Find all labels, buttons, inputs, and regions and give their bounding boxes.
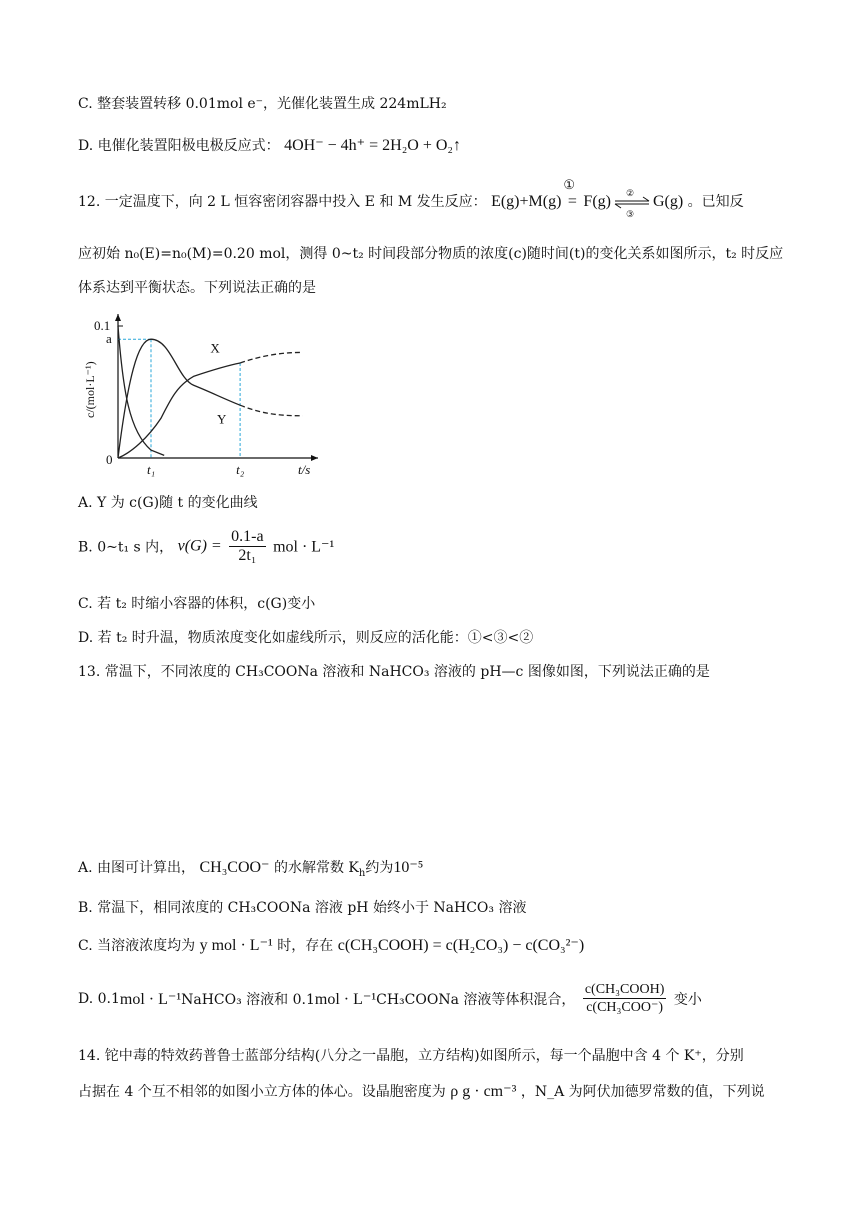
q12-option-b-prefix: B. 0~t₁ s 内， xyxy=(78,539,174,556)
q13-option-c-conc: y mol · L⁻¹ xyxy=(199,937,273,954)
q13-option-c xyxy=(78,936,584,956)
x-tick-label-t2: t₂ xyxy=(236,462,245,477)
q12-stem-prefix: 12. 一定温度下，向 2 L 恒容密闭容器中投入 E 和 M 发生反应： xyxy=(78,194,487,210)
q12-concentration-chart xyxy=(80,308,340,478)
q12-option-d: D. 若 t₂ 时升温，物质浓度变化如虚线所示，则反应的活化能：①<③<② xyxy=(78,630,534,646)
q12-stem-line1 xyxy=(78,178,744,220)
q13-option-d-prefix: D. 0.1 xyxy=(78,991,120,1007)
q12-step2-label: ② xyxy=(625,189,635,199)
q13-option-d xyxy=(78,982,702,1016)
x-axis-arrow-icon xyxy=(311,455,318,461)
q12-option-b-unit: mol · L⁻¹ xyxy=(273,538,335,556)
q14-stem-line2-prefix: 占据在 4 个互不相邻的如图小立方体的体心。设晶胞密度为 xyxy=(78,1084,446,1100)
q12-reaction-left: E(g)+M(g) xyxy=(491,193,562,210)
x-axis-label: t/s xyxy=(298,462,311,477)
q12-option-b-lhs: v(G) = xyxy=(177,537,222,555)
q12-step1-arrow: ① = xyxy=(563,178,577,210)
q14-stem-line2-suffix: ，N_A 为阿伏加德罗常数的值，下列说 xyxy=(520,1084,765,1100)
y-tick-label-0.1: 0.1 xyxy=(94,318,111,333)
q12-option-b-numerator: 0.1-a xyxy=(231,528,264,545)
q13-option-a-suffix: 约为 xyxy=(365,860,394,876)
q13-option-d-fraction xyxy=(583,982,667,1016)
q12-option-b-fraction xyxy=(229,528,265,565)
q12-step3-label: ③ xyxy=(625,210,635,220)
y-tick-label-0: 0 xyxy=(106,452,113,467)
q11-option-d-prefix: D. 电催化装置阳极电极反应式： xyxy=(78,138,280,154)
q13-option-a xyxy=(78,858,423,884)
q13-option-d-numerator: c(CH₃COOH) xyxy=(584,982,665,997)
series-Y-line xyxy=(118,339,240,458)
q12-option-b xyxy=(78,528,334,565)
q13-option-d-unit1: mol · L⁻¹ xyxy=(119,991,182,1008)
q13-stem: 13. 常温下，不同浓度的 CH₃COONa 溶液和 NaHCO₃ 溶液的 pH—c 图像如图，下列说法正确的是 xyxy=(78,664,710,680)
q14-stem-line2 xyxy=(78,1082,765,1102)
q13-option-d-suffix: 变小 xyxy=(673,992,702,1008)
q12-stem-line3: 体系达到平衡状态。下列说法正确的是 xyxy=(78,280,316,296)
x-tick-label-t1: t₁ xyxy=(147,462,156,477)
q14-density: ρ g · cm⁻³ xyxy=(450,1083,517,1100)
q13-option-d-mid1: NaHCO₃ 溶液和 0.1 xyxy=(181,992,315,1008)
q13-option-a-prefix: A. 由图可计算出， xyxy=(78,860,196,876)
q13-option-b: B. 常温下，相同浓度的 CH₃COONa 溶液 pH 始终小于 NaHCO₃ 溶液 xyxy=(78,900,527,916)
y-axis-label: c/(mol·L⁻¹) xyxy=(83,361,97,418)
curve-label-X: X xyxy=(210,340,220,356)
series-X-dashed xyxy=(240,352,303,363)
q12-option-b-denominator: 2t₁ xyxy=(238,547,257,564)
q12-option-a: A. Y 为 c(G)随 t 的变化曲线 xyxy=(78,495,258,511)
q12-equilibrium-arrow xyxy=(611,189,653,220)
q12-step1-label: ① xyxy=(563,178,576,193)
q13-option-a-mid: 的水解常数 K xyxy=(273,860,359,876)
series-reactant-line xyxy=(118,326,164,455)
q13-option-c-mid: 时，存在 xyxy=(277,938,334,954)
q14-stem-line1: 14. 铊中毒的特效药普鲁士蓝部分结构(八分之一晶胞，立方结构)如图所示，每一个晶胞中含 4 个 K⁺，分别 xyxy=(78,1048,744,1064)
q11-option-d xyxy=(78,136,461,156)
q13-option-a-sub: h xyxy=(358,867,366,879)
q13-option-a-value: 10⁻⁵ xyxy=(393,859,424,876)
q12-reaction-mid: F(g) xyxy=(583,193,611,210)
q12-stem-line2: 应初始 n₀(E)=n₀(M)=0.20 mol，测得 0~t₂ 时间段部分物质的浓度(c)随时间(t)的变化关系如图所示，t₂ 时反应 xyxy=(78,246,784,262)
q13-option-c-prefix: C. 当溶液浓度均为 xyxy=(78,938,196,954)
q13-option-d-unit2: mol · L⁻¹ xyxy=(314,991,377,1008)
q12-option-c: C. 若 t₂ 时缩小容器的体积，c(G)变小 xyxy=(78,596,316,612)
y-axis-arrow-icon xyxy=(115,314,121,321)
q11-option-d-equation: 4OH⁻ − 4h⁺ = 2H₂O + O₂↑ xyxy=(284,137,461,154)
q13-option-d-denominator: c(CH₃COO⁻) xyxy=(586,1000,664,1015)
y-tick-label-a: a xyxy=(106,331,112,347)
series-Y-dashed xyxy=(240,405,303,416)
q13-option-a-species: CH₃COO⁻ xyxy=(199,859,270,876)
q11-option-c: C. 整套装置转移 0.01mol e⁻，光催化装置生成 224mLH₂ xyxy=(78,96,447,112)
q12-stem-suffix: 。已知反 xyxy=(687,194,744,210)
q13-option-c-equation: c(CH₃COOH) = c(H₂CO₃) − c(CO₃²⁻) xyxy=(337,937,585,954)
series-X-line xyxy=(118,363,240,458)
curve-label-Y: Y xyxy=(217,411,227,427)
q12-reaction-right: G(g) xyxy=(652,193,684,210)
q13-option-d-mid2: CH₃COONa 溶液等体积混合， xyxy=(376,992,576,1008)
